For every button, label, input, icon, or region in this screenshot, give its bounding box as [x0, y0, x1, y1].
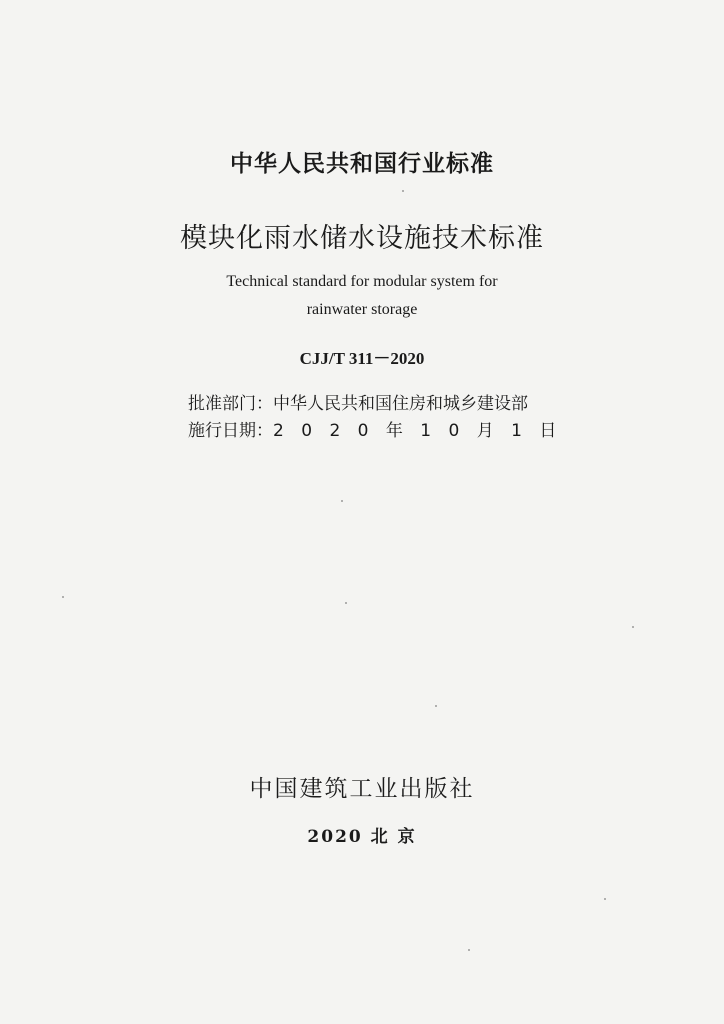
approval-value: 中华人民共和国住房和城乡建设部: [273, 394, 528, 414]
scan-speck: [468, 949, 470, 951]
approval-label: 批准部门：: [188, 394, 273, 414]
approval-row: [188, 389, 528, 414]
title-chinese: 模块化雨水储水设施技术标准: [180, 223, 544, 254]
effective-date-row: [188, 416, 562, 441]
scan-speck: [632, 626, 634, 628]
effective-date-value: 2 0 2 0 年 1 0 月 1 日: [273, 421, 563, 441]
title-english-line-1: Technical standard for modular system for: [226, 273, 498, 290]
scan-speck: [402, 190, 404, 192]
effective-date-label: 施行日期：: [188, 421, 273, 441]
scan-speck: [435, 705, 437, 707]
scan-speck: [604, 898, 606, 900]
scan-speck: [62, 596, 64, 598]
scan-speck: [341, 500, 343, 502]
standard-code: CJJ/T 311－2020: [299, 349, 425, 368]
scan-speck: [345, 602, 347, 604]
title-english-line-2: rainwater storage: [306, 301, 418, 318]
publication-year-place: 2020 北 京: [307, 827, 417, 847]
standard-classification: 中华人民共和国行业标准: [230, 151, 494, 177]
publisher-name: 中国建筑工业出版社: [249, 776, 475, 802]
